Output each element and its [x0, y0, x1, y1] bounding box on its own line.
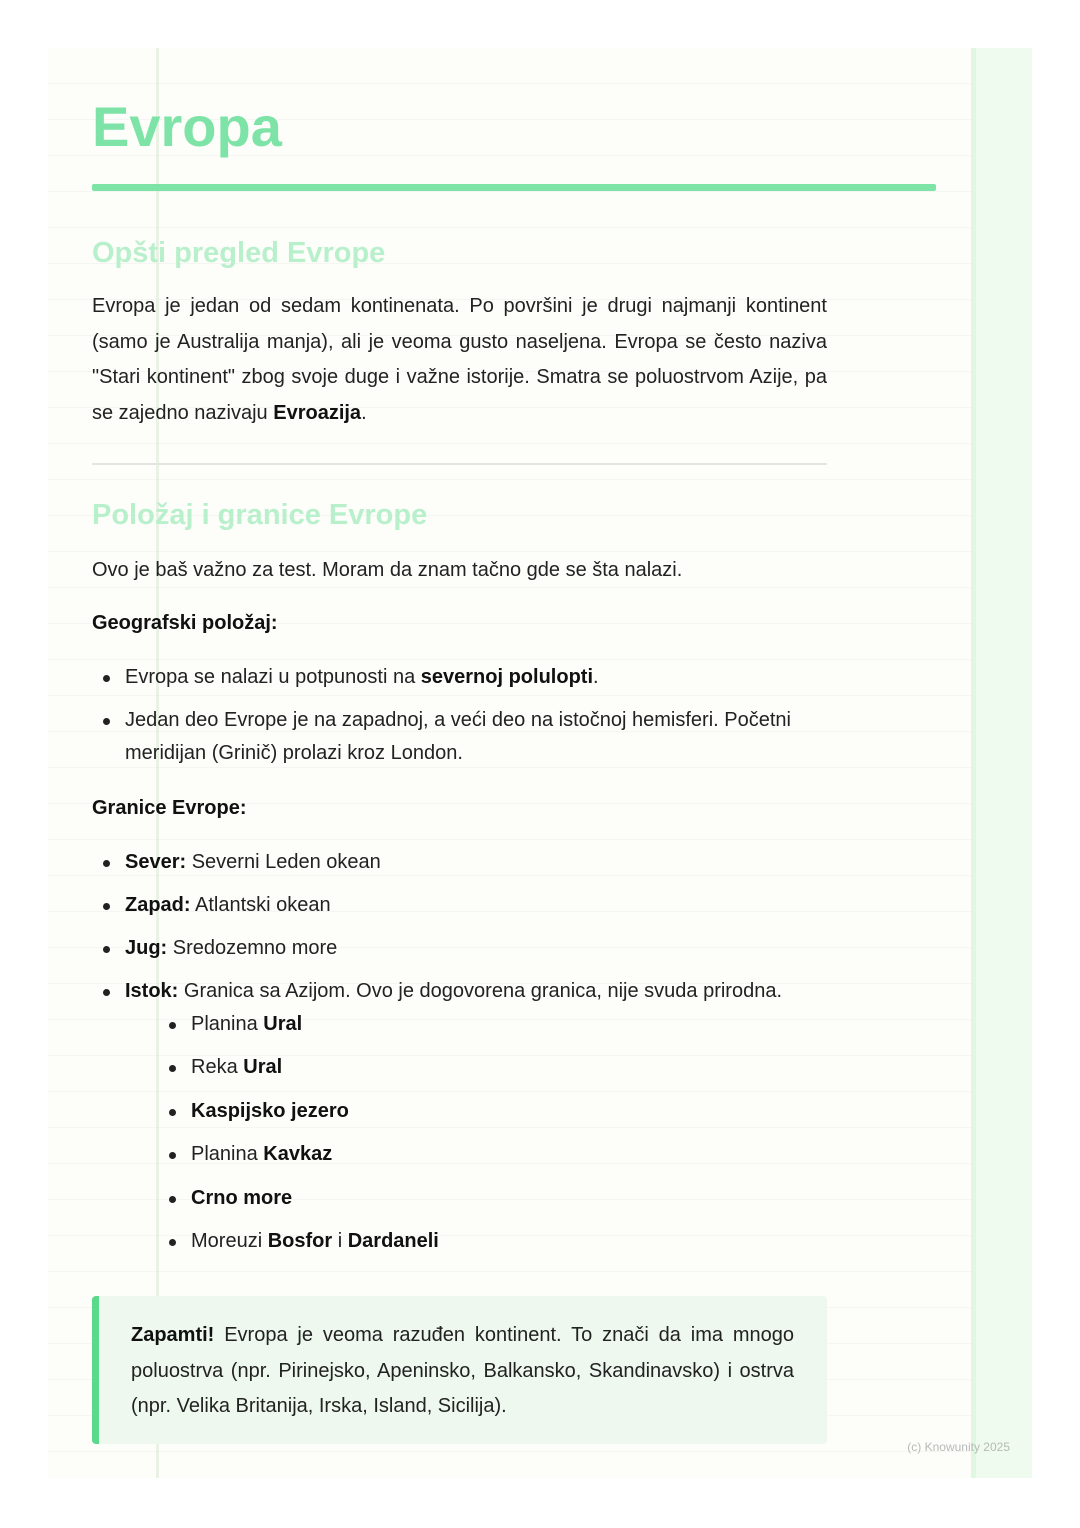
list-item: Moreuzi Bosfor i Dardaneli	[158, 1225, 891, 1258]
list-item: Zapad: Atlantski okean	[92, 889, 825, 922]
remember-callout: Zapamti! Evropa je veoma razuđen kontinent. To znači da ima mnogo poluostrva (npr. Pirinejsko, Apeninsko, Balkansko, Skandinavsko) i ostrva (npr. Velika Britanija, Irska, Island, Sicilija).	[92, 1296, 827, 1444]
list-item: Jug: Sredozemno more	[92, 932, 825, 965]
east-border-list	[158, 1008, 845, 1259]
section-divider	[92, 463, 827, 465]
copyright-text: (c) Knowunity 2025	[907, 1440, 1010, 1454]
overview-paragraph: Evropa je jedan od sedam kontinenata. Po površini je drugi najmanji kontinent (samo je Australija manja), ali je veoma gusto naseljena. Evropa se često naziva "Stari kontinent" zbog svoje duge i važne istorije. Smatra se poluostrvom Azije, pa se zajedno nazivaju Evroazija.	[92, 295, 827, 424]
list-item: Kaspijsko jezero	[158, 1095, 891, 1128]
side-strip	[971, 48, 1032, 1478]
list-item: Crno more	[158, 1182, 891, 1215]
list-item: Reka Ural	[158, 1051, 891, 1084]
borders-list	[92, 846, 936, 1259]
list-item: Planina Kavkaz	[158, 1138, 891, 1171]
list-item: Jedan deo Evrope je na zapadnoj, a veći deo na istočnoj hemisferi. Početni meridijan (Grinič) prolazi kroz London.	[92, 704, 825, 770]
list-item: Istok: Granica sa Azijom. Ovo je dogovorena granica, nije svuda prirodna. Planina Ural Reka Ural Kaspijsko jezero Planina Kavkaz Crno more Moreuzi Bosfor i Dardaneli	[92, 975, 845, 1259]
borders-heading: Granice Evrope:	[92, 796, 247, 819]
section-heading-overview: Opšti pregled Evrope	[92, 237, 386, 269]
title-rule	[92, 184, 936, 191]
geo-position-heading: Geografski položaj:	[92, 611, 278, 634]
list-item: Planina Ural	[158, 1008, 891, 1041]
position-intro: Ovo je baš važno za test. Moram da znam tačno gde se šta nalazi.	[92, 559, 683, 581]
content	[92, 92, 936, 1417]
list-item: Evropa se nalazi u potpunosti na severnoj polulopti.	[92, 661, 825, 694]
section-heading-position: Položaj i granice Evrope	[92, 499, 428, 531]
page-title: Evropa	[92, 95, 282, 158]
document-page	[48, 48, 1032, 1478]
geo-position-list	[92, 661, 936, 770]
list-item: Sever: Severni Leden okean	[92, 846, 825, 879]
